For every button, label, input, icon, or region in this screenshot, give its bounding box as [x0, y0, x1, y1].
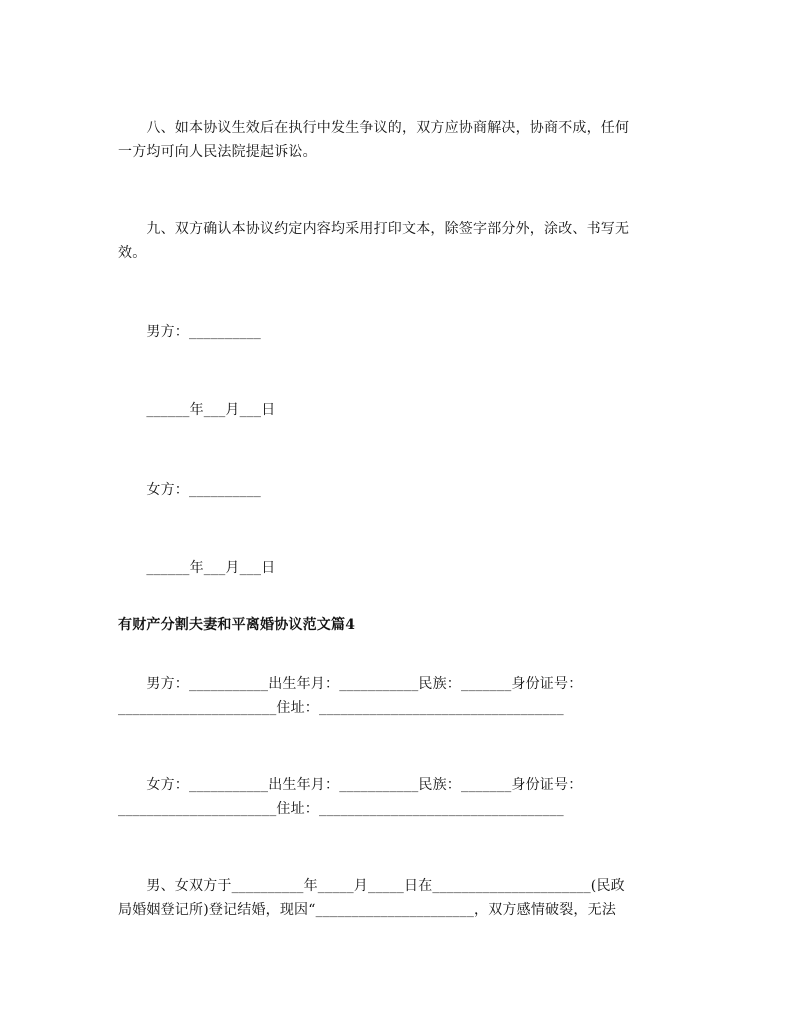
female-info-line-2: ______________________住址：__________________________________	[118, 801, 564, 817]
clause-9-line-2: 效。	[118, 245, 147, 261]
section-title: 有财产分割夫妻和平离婚协议范文篇4	[118, 617, 356, 633]
clause-8-line-2: 一方均可向人民法院提起诉讼。	[118, 144, 317, 160]
male-info-line-2: ______________________住址：__________________________________	[118, 700, 564, 716]
female-signature-line: 女方：__________	[118, 482, 261, 498]
female-info-line-1: 女方：___________出生年月：___________民族：_______身份证号：	[118, 777, 583, 793]
female-date-line: ______年___月___日	[118, 560, 276, 576]
marriage-paragraph-line-2: 局婚姻登记所)登记结婚，现因“______________________，双方感情破裂，无法	[118, 902, 617, 918]
male-info-line-1: 男方：___________出生年月：___________民族：_______身份证号：	[118, 676, 583, 692]
clause-8-line-1: 八、如本协议生效后在执行中发生争议的，双方应协商解决，协商不成，任何	[118, 120, 630, 136]
male-signature-line: 男方：__________	[118, 324, 261, 340]
male-date-line: ______年___月___日	[118, 402, 276, 418]
clause-9-line-1: 九、双方确认本协议约定内容均采用打印文本，除签字部分外，涂改、书写无	[118, 221, 630, 237]
marriage-paragraph-line-1: 男、女双方于__________年_____月_____日在______________________(民政	[118, 878, 625, 894]
